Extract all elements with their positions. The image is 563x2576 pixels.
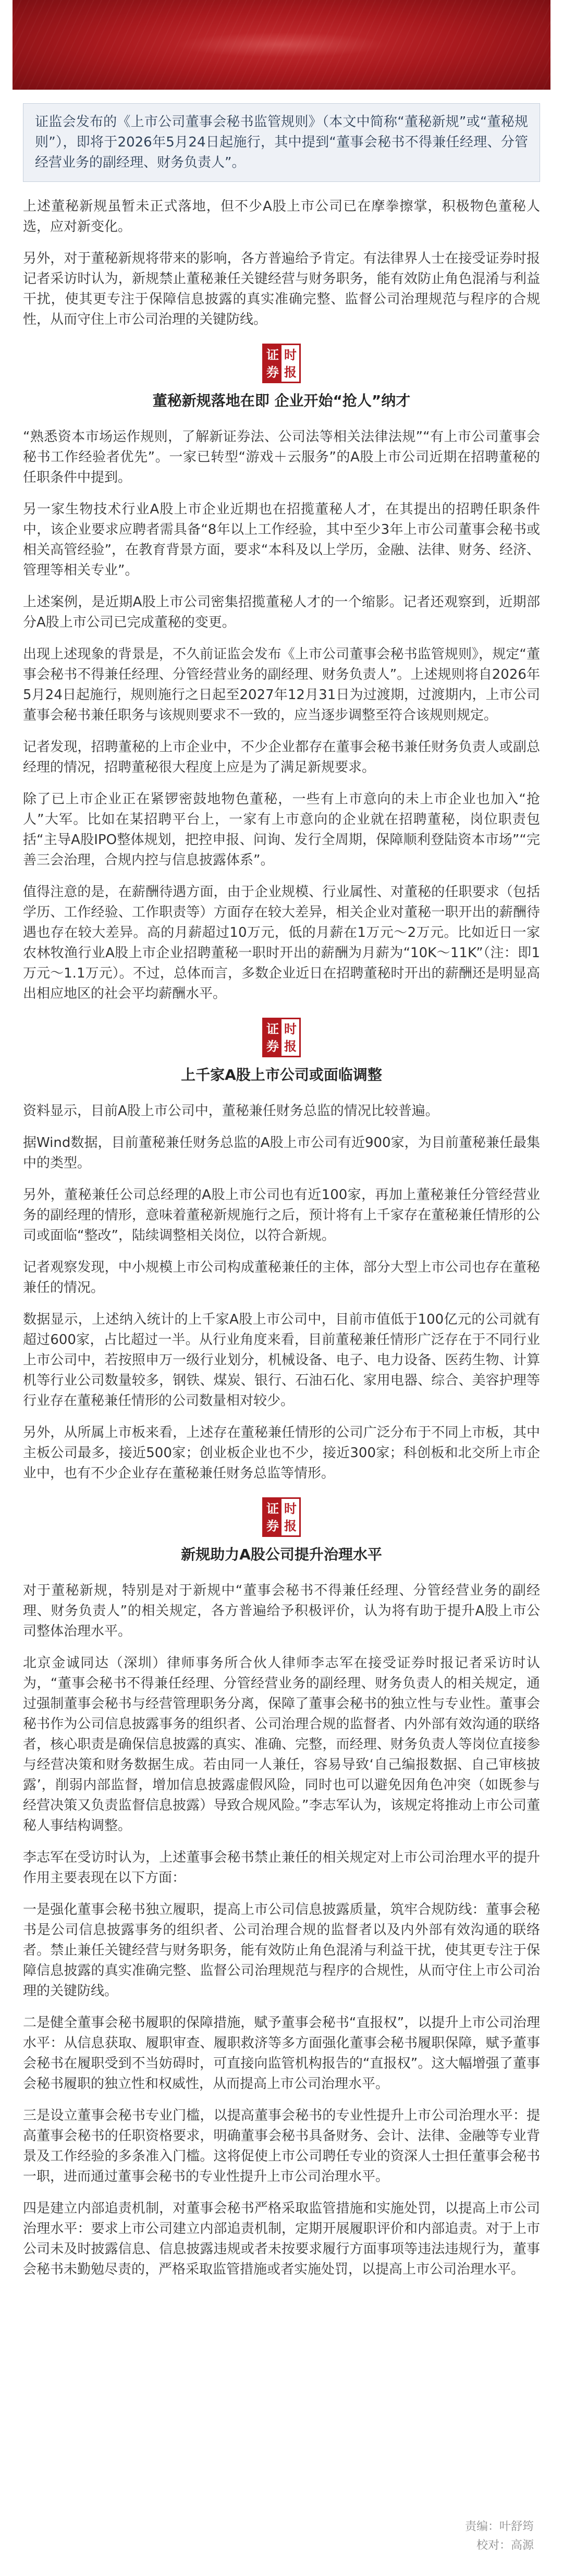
article-paragraph: 出现上述现象的背景是，不久前证监会发布《上市公司董事会秘书监管规则》，规定“董事会秘书不得兼任经理、分管经营业务的副经理、财务负责人”。上述规则将自2026年5月24日起施行，规则施行之日起至2027年12月31日为过渡期，过渡期内，上市公司董事会秘书兼任职务与该规则要求不一致的，应当逐步调整至符合该规则规定。 xyxy=(23,646,540,723)
seal-text-right: 时报 xyxy=(284,1021,297,1054)
article-paragraph: “熟悉资本市场运作规则，了解新证券法、公司法等相关法律法规”“有上市公司董事会秘书工作经验者优先”。一家已转型“游戏＋云服务”的A股上市公司近期在招聘董秘的任职条件中提到。 xyxy=(23,429,540,485)
article-paragraph: 另外，从所属上市板来看，上述存在董秘兼任情形的公司广泛分布于不同上市板，其中主板公司最多，接近500家；创业板企业也不少，接近300家；科创板和北交所上市企业中，也有不少企业存在董秘兼任财务总监等情形。 xyxy=(23,1425,540,1481)
article-paragraph: 记者观察发现，中小规模上市公司构成董秘兼任的主体，部分大型上市公司也存在董秘兼任的情况。 xyxy=(23,1260,540,1296)
seal-text-right: 时报 xyxy=(284,1501,297,1533)
article-paragraph: 对于董秘新规，特别是对于新规中“董事会秘书不得兼任经理、分管经营业务的副经理、财务负责人”的相关规定，各方普遍给予积极评价，认为将有助于提升A股上市公司整体治理水平。 xyxy=(23,1583,540,1639)
article-section xyxy=(23,344,540,1004)
section-header xyxy=(23,1497,540,1565)
article-paragraph: 北京金诚同达（深圳）律师事务所合伙人律师李志军在接受证券时报记者采访时认为，“董事会秘书不得兼任经理、分管经营业务的副经理、财务负责人的相关规定，通过强制董事会秘书与经营管理职务分离，保障了董事会秘书的独立性与专业性。董事会秘书作为公司信息披露事务的组织者、公司治理合规的监督者、内外部有效沟通的联络者，核心职责是确保信息披露的真实、准确、完整，而经理、财务负责人等岗位直接参与经营决策和财务数据生成。若由同一人兼任，容易导致‘自己编报数据、自己审核披露’，削弱内部监督，增加信息披露虚假风险，同时也可以避免因角色冲突（如既参与经营决策又负责监督信息披露）导致合规风险。”李志军认为，该规定将推动上市公司董秘人事结构调整。 xyxy=(23,1655,540,1834)
seal-text-right: 时报 xyxy=(284,347,297,380)
securities-times-seal-icon xyxy=(262,1497,301,1537)
article-paragraph: 值得注意的是，在薪酬待遇方面，由于企业规模、行业属性、对董秘的任职要求（包括学历、工作经验、工作职责等）方面存在较大差异，相关企业对董秘一职开出的薪酬待遇也存在较大差异。高的月薪超过10万元，低的月薪在1万元～2万元。比如近日一家农林牧渔行业A股上市企业招聘董秘一职时开出的薪酬为月薪为“10K～11K”（注：即1万元～1.1万元）。不过，总体而言，多数企业近日在招聘董秘时开出的薪酬还是明显高出相应地区的社会平均薪酬水平。 xyxy=(23,884,540,1002)
article-paragraph: 四是建立内部追责机制，对董事会秘书严格采取监管措施和实施处罚，以提高上市公司治理水平：要求上市公司建立内部追责机制，定期开展履职评价和内部追责。对于上市公司未及时披露信息、信息披露违规或者未按要求履行方面事项等违法违规行为，董事会秘书未勤勉尽责的，严格采取监管措施或者实施处罚，以提高上市公司治理水平。 xyxy=(23,2201,540,2277)
article-paragraph: 数据显示，上述纳入统计的上千家A股上市公司中，目前市值低于100亿元的公司就有超过600家，占比超过一半。从行业角度来看，目前董秘兼任情形广泛存在于不同行业上市公司中，若按照申万一级行业划分，机械设备、电子、电力设备、医药生物、计算机等行业公司数量较多，钢铁、煤炭、银行、石油石化、家用电器、综合、美容护理等行业存在董秘兼任情形的公司数量相对较少。 xyxy=(23,1312,540,1409)
seal-text-left: 证券 xyxy=(264,1019,282,1056)
article-section xyxy=(23,1497,540,2280)
article-footer xyxy=(0,2518,563,2576)
article-content xyxy=(0,90,563,2291)
editor-credit: 责编：叶舒筠 xyxy=(464,2520,534,2533)
securities-times-seal-icon xyxy=(262,1018,301,1057)
article-paragraph: 另一家生物技术行业A股上市企业近期也在招揽董秘人才，在其提出的招聘任职条件中，该企业要求应聘者需具备“8年以上工作经验，其中至少3年上市公司董事会秘书或相关高管经验”，在教育背景方面，要求“本科及以上学历，金融、法律、财务、经济、管理等相关专业”。 xyxy=(23,502,540,578)
intro-summary-box: 证监会发布的《上市公司董事会秘书监管规则》（本文中简称“董秘新规”或“董秘规则”），即将于2026年5月24日起施行，其中提到“董事会秘书不得兼任经理、分管经营业务的副经理、财务负责人”。 xyxy=(23,103,540,182)
seal-text-left: 证券 xyxy=(264,1499,282,1535)
section-title: 董秘新规落地在即 企业开始“抢人”纳才 xyxy=(152,392,411,409)
lead-paragraph: 上述董秘新规虽暂未正式落地，但不少A股上市公司已在摩拳擦掌，积极物色董秘人选，应对新变化。 xyxy=(23,199,540,235)
article-paragraph: 记者发现，招聘董秘的上市企业中，不少企业都存在董事会秘书兼任财务负责人或副总经理的情况，招聘董秘很大程度上应是为了满足新规要求。 xyxy=(23,739,540,775)
seal-text-left: 证券 xyxy=(264,345,282,382)
section-title: 新规助力A股公司提升治理水平 xyxy=(181,1546,382,1563)
section-header xyxy=(23,1018,540,1085)
securities-times-seal-icon xyxy=(262,344,301,383)
article-paragraph: 李志军在受访时认为，上述董事会秘书禁止兼任的相关规定对上市公司治理水平的提升作用主要表现在以下方面： xyxy=(23,1850,540,1886)
article-paragraph: 二是健全董事会秘书履职的保障措施，赋予董事会秘书“直报权”，以提升上市公司治理水平：从信息获取、履职审查、履职救济等多方面强化董事会秘书履职保障，赋予董事会秘书在履职受到不当妨碍时，可直接向监管机构报告的“直报权”。这大幅增强了董事会秘书履职的独立性和权威性，从而提高上市公司治理水平。 xyxy=(23,2015,540,2092)
article-paragraph: 据Wind数据，目前董秘兼任财务总监的A股上市公司有近900家，为目前董秘兼任最集中的类型。 xyxy=(23,1135,540,1171)
article-paragraph: 除了已上市企业正在紧锣密鼓地物色董秘，一些有上市意向的未上市企业也加入“抢人”大军。比如在某招聘平台上，一家有上市意向的企业就在招聘董秘，岗位职责包括“主导A股IPO整体规划，把控申报、问询、发行全周期，保障顺利登陆资本市场”“完善三会治理，合规内控与信息披露体系”。 xyxy=(23,791,540,868)
proofreader-credit: 校对：高源 xyxy=(476,2539,534,2552)
article-paragraph: 一是强化董事会秘书独立履职，提高上市公司信息披露质量，筑牢合规防线：董事会秘书是公司信息披露事务的组织者、公司治理合规的监督者以及内外部有效沟通的联络者。禁止兼任关键经营与财务职务，能有效防止角色混淆与利益干扰，使其更专注于保障信息披露的真实准确完整、监督公司治理规范与程序的合规性，从而守住上市公司治理的关键防线。 xyxy=(23,1902,540,1999)
article-paragraph: 上述案例，是近期A股上市公司密集招揽董秘人才的一个缩影。记者还观察到，近期部分A股上市公司已完成董秘的变更。 xyxy=(23,594,540,630)
header-banner-image xyxy=(13,0,550,90)
article-section xyxy=(23,1018,540,1484)
lead-paragraph: 另外，对于董秘新规将带来的影响，各方普遍给予肯定。有法律界人士在接受证券时报记者采访时认为，新规禁止董秘兼任关键经营与财务职务，能有效防止角色混淆与利益干扰，使其更专注于保障信息披露的真实准确完整、监督公司治理规范与程序的合规性，从而守住上市公司治理的关键防线。 xyxy=(23,251,540,327)
article-body xyxy=(0,197,563,2280)
article-paragraph: 另外，董秘兼任公司总经理的A股上市公司也有近100家，再加上董秘兼任分管经营业务的副经理的情形，意味着董秘新规施行之后，预计将有上千家存在董秘兼任情形的公司或面临“整改”，陆续调整相关岗位，以符合新规。 xyxy=(23,1187,540,1243)
article-paragraph: 三是设立董事会秘书专业门槛，以提高董事会秘书的专业性提升上市公司治理水平：提高董事会秘书的任职资格要求，明确董事会秘书具备财务、会计、法律、金融等专业背景及工作经验的多条准入门槛。这将促使上市公司聘任专业的资深人士担任董事会秘书一职，进而通过董事会秘书的专业性提升上市公司治理水平。 xyxy=(23,2108,540,2184)
section-title: 上千家A股上市公司或面临调整 xyxy=(181,1066,382,1083)
article-paragraph: 资料显示，目前A股上市公司中，董秘兼任财务总监的情况比较普遍。 xyxy=(23,1103,439,1119)
section-header xyxy=(23,344,540,411)
